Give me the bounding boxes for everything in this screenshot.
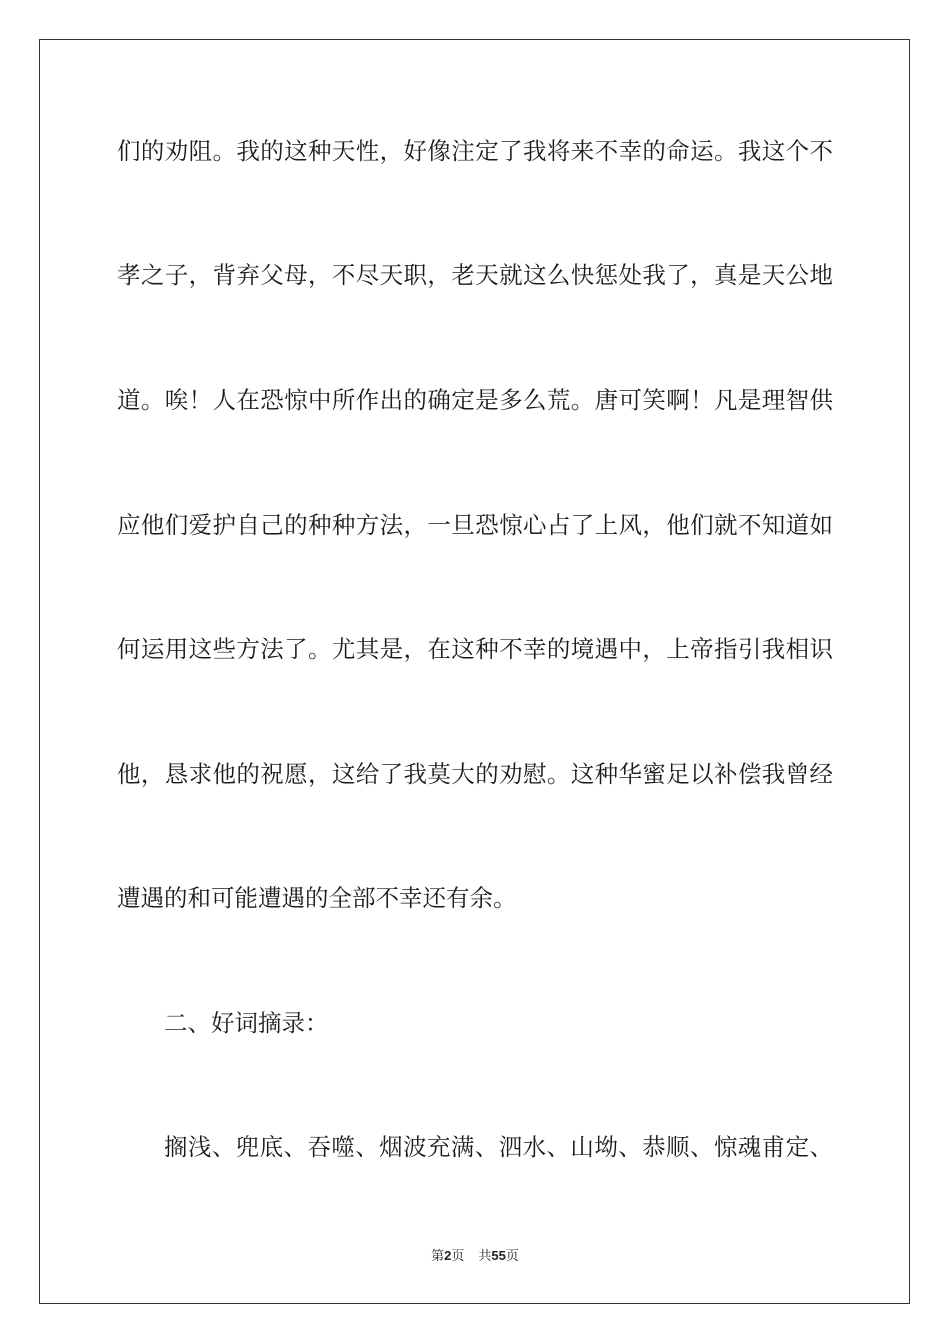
footer-page-prefix: 第 — [431, 1249, 445, 1264]
footer-page-number: 2 — [444, 1248, 452, 1263]
page-border — [39, 39, 910, 1304]
footer-page-suffix: 页 — [451, 1249, 465, 1264]
page-footer — [0, 1247, 950, 1266]
section-heading: 二、好词摘录： — [164, 1009, 329, 1037]
footer-total-suffix: 页 — [505, 1249, 519, 1264]
body-line-6: 他，恳求他的祝愿，这给了我莫大的劝慰。这种华蜜足以补偿我曾经 — [117, 760, 833, 788]
footer-total-pages: 55 — [491, 1248, 506, 1263]
body-line-3: 道。唉！人在恐惊中所作出的确定是多么荒。唐可笑啊！凡是理智供 — [117, 386, 833, 414]
body-line-4: 应他们爱护自己的种种方法，一旦恐惊心占了上风，他们就不知道如 — [117, 511, 833, 539]
body-line-7: 遭遇的和可能遭遇的全部不幸还有余。 — [117, 884, 517, 912]
body-line-2: 孝之子，背弃父母，不尽天职，老天就这么快惩处我了，真是天公地 — [117, 261, 833, 289]
body-line-5: 何运用这些方法了。尤其是，在这种不幸的境遇中，上帝指引我相识 — [117, 635, 833, 663]
footer-total-prefix: 共 — [478, 1249, 492, 1264]
words-line: 搁浅、兜底、吞噬、烟波充满、泗水、山坳、恭顺、惊魂甫定、 — [164, 1133, 833, 1161]
body-line-1: 们的劝阻。我的这种天性，好像注定了我将来不幸的命运。我这个不 — [117, 137, 833, 165]
